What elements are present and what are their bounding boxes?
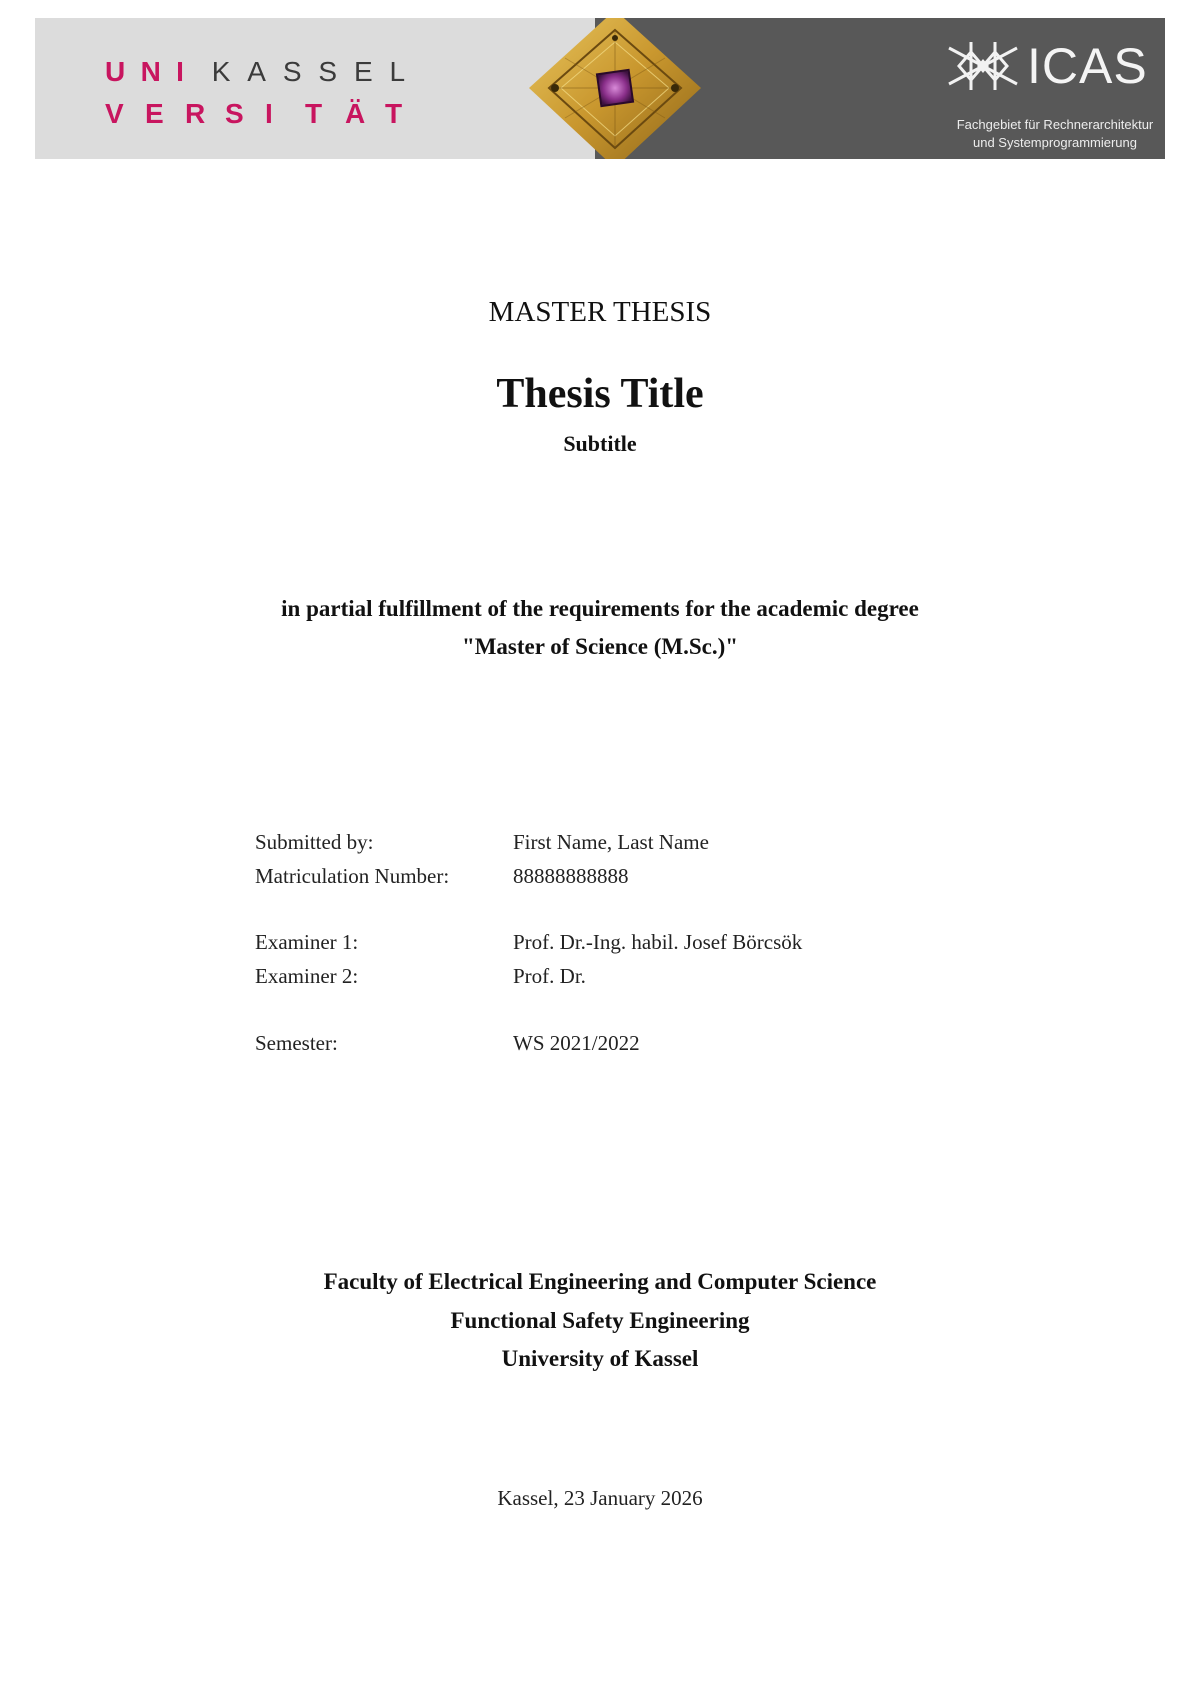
- logo-letter: T: [305, 98, 323, 129]
- logo-letter: E: [145, 98, 164, 129]
- semester-value: WS 2021/2022: [513, 1031, 640, 1055]
- icas-logo: [935, 34, 1155, 154]
- matriculation-value: 88888888888: [513, 864, 629, 888]
- logo-letter: I: [176, 56, 184, 87]
- logo-letter: I: [265, 98, 273, 129]
- thesis-title: Thesis Title: [496, 371, 704, 417]
- logo-letter: S: [282, 56, 302, 87]
- header-banner: [35, 18, 1165, 159]
- logo-letter: T: [385, 98, 403, 129]
- submitted-by-label: Submitted by:: [255, 830, 374, 854]
- submitted-by-value: First Name, Last Name: [513, 830, 709, 854]
- department-name: Functional Safety Engineering: [450, 1308, 750, 1333]
- logo-letter: N: [140, 56, 161, 87]
- info-row-examiner-1: [255, 930, 955, 960]
- microchip-icon: [495, 18, 735, 159]
- university-logo: [105, 56, 445, 136]
- examiner-2-label: Examiner 2:: [255, 964, 359, 988]
- info-row-examiner-2: [255, 964, 955, 994]
- faculty-name: Faculty of Electrical Engineering and Computer Science: [323, 1269, 877, 1294]
- semester-label: Semester:: [255, 1031, 338, 1055]
- degree-purpose-line-2: "Master of Science (M.Sc.)": [461, 634, 739, 659]
- matriculation-label: Matriculation Number:: [255, 864, 450, 888]
- place-and-date: Kassel, 23 January 2026: [497, 1486, 703, 1510]
- logo-letter: Ä: [345, 98, 366, 129]
- logo-letter: S: [318, 56, 338, 87]
- icas-name: ICAS: [1027, 38, 1148, 94]
- icas-mark-icon: [945, 40, 1021, 92]
- logo-letter: A: [247, 56, 266, 87]
- icas-subtitle-line-1: Fachgebiet für Rechnerarchitektur: [956, 117, 1154, 132]
- logo-letter: S: [225, 98, 244, 129]
- degree-purpose-line-1: in partial fulfillment of the requirements for the academic degree: [281, 596, 919, 621]
- info-row-matriculation: [255, 864, 955, 894]
- thesis-subtitle: Subtitle: [563, 431, 637, 456]
- info-row-submitted-by: [255, 830, 955, 860]
- logo-letter: V: [105, 98, 124, 129]
- logo-letter: E: [353, 56, 373, 87]
- icas-subtitle: [935, 116, 1165, 152]
- info-row-semester: [255, 1031, 955, 1061]
- icas-subtitle-line-2: und Systemprogrammierung: [972, 135, 1138, 150]
- logo-letter: K: [211, 56, 231, 87]
- university-logo-row-1: [105, 56, 425, 88]
- examiner-1-value: Prof. Dr.-Ing. habil. Josef Börcsök: [513, 930, 803, 954]
- logo-letter: L: [389, 56, 406, 87]
- examiner-1-label: Examiner 1:: [255, 930, 359, 954]
- logo-letter: U: [105, 56, 126, 87]
- logo-letter: R: [185, 98, 206, 129]
- university-logo-row-2: [105, 98, 425, 130]
- university-name: University of Kassel: [501, 1346, 699, 1371]
- examiner-2-value: Prof. Dr.: [513, 964, 586, 988]
- document-type: MASTER THESIS: [488, 296, 712, 328]
